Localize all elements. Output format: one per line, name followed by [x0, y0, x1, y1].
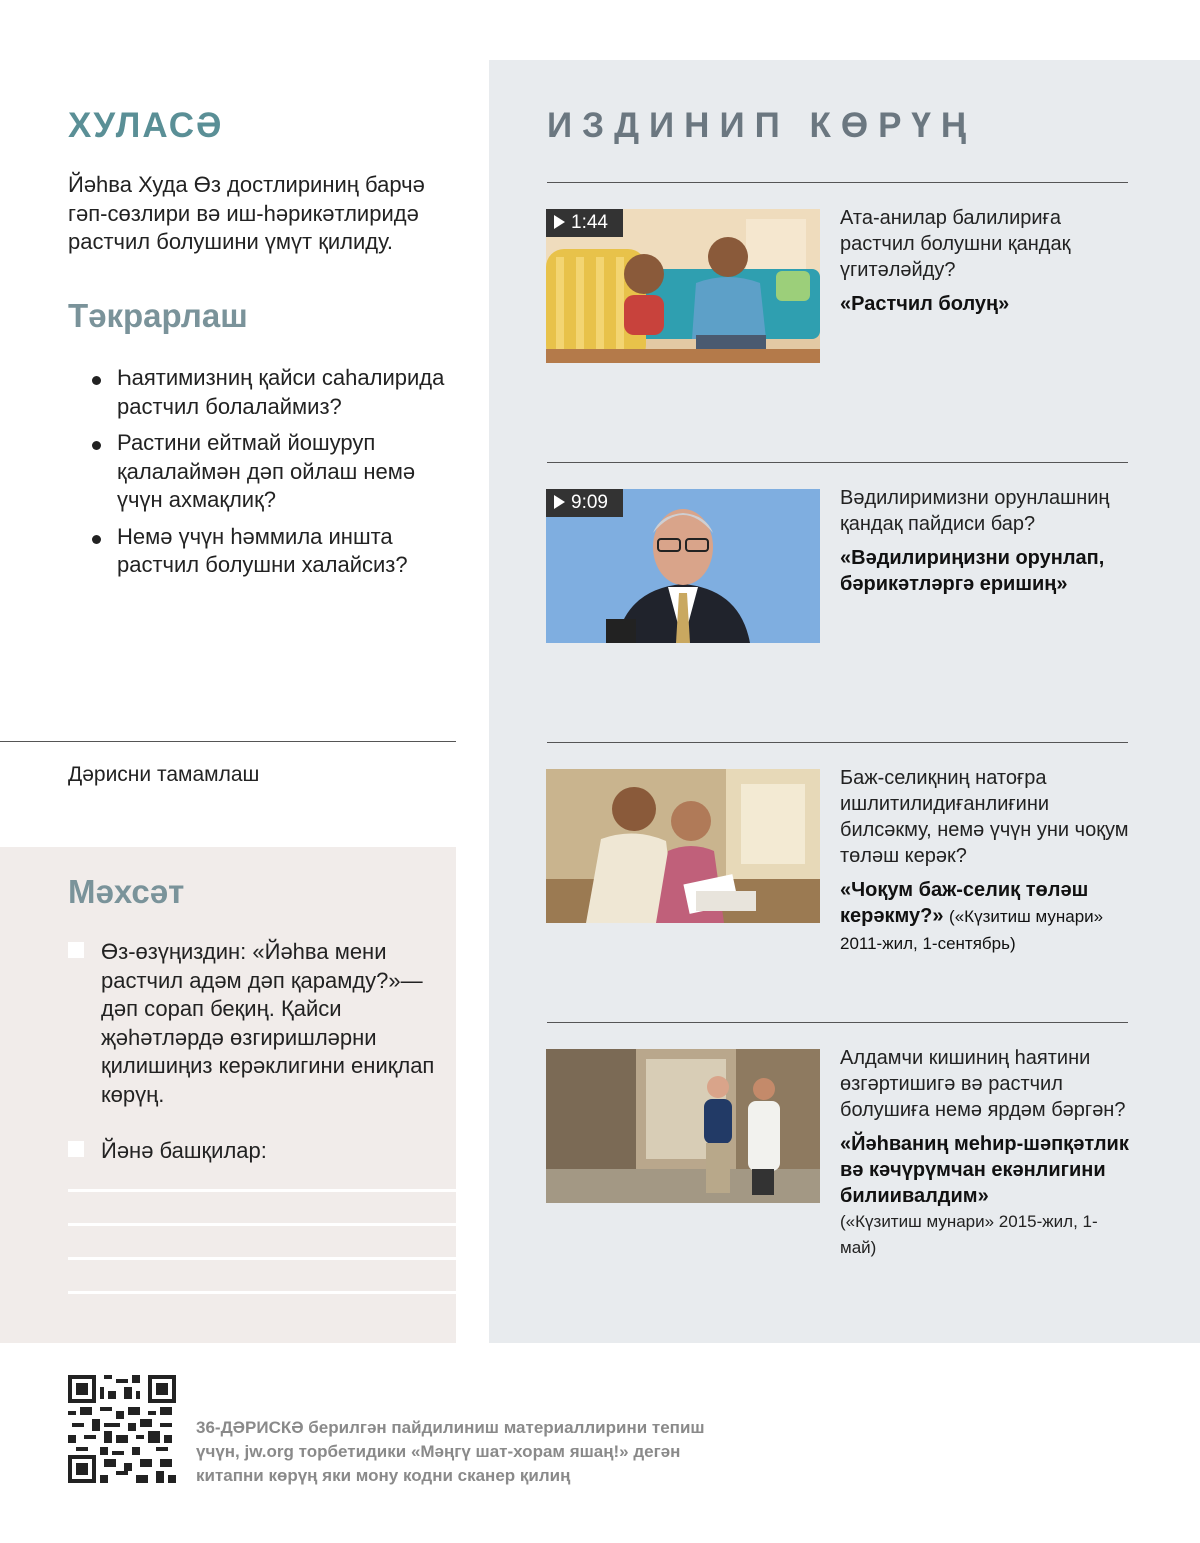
complete-lesson-label: Дәрисни тамамлаш: [68, 763, 260, 786]
video-thumbnail[interactable]: [546, 209, 820, 363]
goal-item-other: Йәнә башқилар:: [101, 1137, 436, 1166]
explore-link-title[interactable]: «Вәдилириңизни орунлап, бәрикәтләргә еришиң»: [840, 547, 1105, 595]
couple-walking-street-image: [546, 1049, 820, 1203]
video-duration-badge: 9:09: [546, 489, 623, 517]
goal-title: Мәхсәт: [68, 873, 185, 910]
review-title: Тәкрарлаш: [68, 297, 248, 334]
article-thumbnail[interactable]: [546, 769, 820, 923]
explore-question: Ата-анилар балилириға растчил болушни қандақ үгитәләйду?: [840, 207, 1071, 281]
explore-item-text: [840, 205, 1130, 317]
explore-item-text: [840, 1045, 1130, 1261]
checkbox[interactable]: [68, 1141, 84, 1157]
explore-title: ИЗДИНИП КӨРҮҢ: [547, 106, 977, 145]
summary-title: ХУЛАСӘ: [68, 106, 224, 145]
footer-text: 36-ДӘРИСКӘ берилгән пайдилиниш материаллирини тепиш үчүн, jw.org торбетидики «Мәңгү шат-хорам яшаң!» дегән китапни көрүң яки мону кодни сканер қилиң: [196, 1418, 705, 1485]
explore-reference: («Күзитиш мунари» 2015-жил, 1-май): [840, 1212, 1098, 1257]
explore-reference: («Күзитиш мунари» 2011-жил, 1-сентябрь): [840, 907, 1104, 953]
bullet-icon: [92, 441, 101, 450]
checkbox[interactable]: [68, 942, 84, 958]
divider: [547, 742, 1128, 743]
explore-panel: [489, 60, 1200, 1343]
goal-item: Өз-өзүңиздин: «Йәһва мени растчил адәм дәп қарамду?»—дәп сорап беқиң. Қайси җәһәтләрдә өзгиришләрни қилишиңиз керәклигини ениқлап көрүң.: [101, 938, 436, 1109]
write-line[interactable]: [68, 1257, 456, 1260]
article-thumbnail[interactable]: [546, 1049, 820, 1203]
review-item: Растини ейтмай йошуруп қалалаймән дәп ойлаш немә үчүн ахмақлиқ?: [92, 429, 462, 515]
explore-question: Алдамчи кишиниң һаятини өзгәртишигә вә растчил болушиға немә ярдәм бәргән?: [840, 1047, 1126, 1121]
explore-link-title[interactable]: «Йәһваниң меһир-шәпқәтлик вә кәчүрүмчан екәнлигини билиивалдим»: [840, 1133, 1129, 1207]
video-duration-badge: 1:44: [546, 209, 623, 237]
write-line[interactable]: [68, 1291, 456, 1294]
play-icon: [554, 495, 565, 509]
divider: [0, 741, 456, 742]
divider: [547, 1022, 1128, 1023]
explore-question: Баж-селиқниң натоғра ишлитилидиғанлиғини билсәкму, немә үчүн уни чоқум төләш керәк?: [840, 767, 1129, 867]
write-line[interactable]: [68, 1223, 456, 1226]
play-icon: [554, 215, 565, 229]
explore-item-text: [840, 485, 1130, 597]
bullet-icon: [92, 376, 101, 385]
review-item: Һаятимизниң қайси саһалирида растчил болалаймиз?: [92, 364, 462, 421]
divider: [547, 462, 1128, 463]
review-item: Немә үчүн һәммила иншта растчил болушни халайсиз?: [92, 523, 462, 580]
explore-link-title[interactable]: «Растчил болуң»: [840, 293, 1010, 315]
explore-item-text: [840, 765, 1130, 957]
bullet-icon: [92, 535, 101, 544]
couple-paying-bills-image: [546, 769, 820, 923]
explore-link-title[interactable]: «Чоқум баж-селиқ төләш керәкму?» («Күзитиш мунари» 2011-жил, 1-сентябрь): [840, 879, 1104, 953]
video-thumbnail[interactable]: [546, 489, 820, 643]
explore-question: Вәдилиримизни орунлашниң қандақ пайдиси бар?: [840, 487, 1110, 535]
qr-code-icon[interactable]: [68, 1375, 176, 1483]
divider: [547, 182, 1128, 183]
review-list: [92, 364, 462, 588]
write-line[interactable]: [68, 1189, 456, 1192]
summary-text: Йәһва Худа Өз достлириниң барчә гәп-сөзлири вә иш-һәрикәтлиридә растчил болушини үмүт қилиду.: [68, 172, 425, 254]
goal-box: [0, 847, 456, 1343]
